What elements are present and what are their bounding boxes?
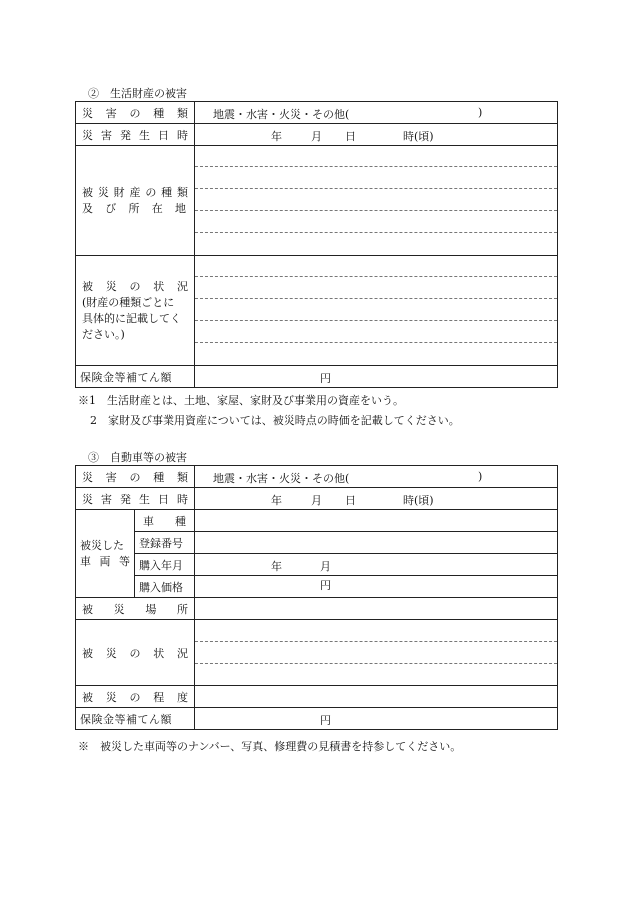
s3-date-field[interactable] bbox=[195, 488, 558, 510]
s3-date-label-char: 時 bbox=[177, 492, 188, 506]
s2-disaster-type-value: 地震・水害・火災・その他( bbox=[213, 108, 350, 121]
s3-vehicle-type-label-char: 車 bbox=[143, 514, 154, 528]
s3-disaster-type-label bbox=[76, 466, 195, 488]
s3-purchase-date-label: 購入年月 bbox=[135, 554, 195, 576]
s3-disaster-type-label-char: 害 bbox=[105, 470, 117, 484]
s3-status-label-char: 況 bbox=[177, 646, 188, 660]
s2-status-line1-char: 災 bbox=[105, 279, 117, 293]
s2-disaster-type-label-char: の bbox=[129, 106, 141, 120]
s3-vehicle-group-line2-char: 車 bbox=[80, 554, 91, 568]
s2-date-time: 時(頃) bbox=[403, 130, 434, 143]
s2-status-line1-char: 況 bbox=[177, 279, 188, 293]
s3-location-label-char: 被 bbox=[82, 602, 93, 616]
s3-degree-label-char: の bbox=[129, 690, 141, 704]
s2-insurance-label: 保険金等補てん額 bbox=[76, 366, 195, 388]
s3-vehicle-group-line2-char: 両 bbox=[99, 554, 111, 568]
s3-degree-label-char: 程 bbox=[153, 690, 165, 704]
s2-disaster-type-label-char: 種 bbox=[153, 106, 165, 120]
s3-purchase-price-field[interactable] bbox=[195, 576, 558, 598]
s3-purchase-year: 年 bbox=[271, 560, 282, 573]
s2-date-label-char: 発 bbox=[120, 128, 131, 142]
s2-status-line2: (財産の種類ごとに bbox=[82, 295, 175, 309]
s3-status-label-char: 災 bbox=[105, 646, 117, 660]
s2-disaster-type-label-char: 害 bbox=[105, 106, 117, 120]
s3-vehicle-type-label-char: 種 bbox=[175, 514, 186, 528]
s2-disaster-type-label bbox=[76, 102, 195, 124]
s3-vehicle-group-line2-char: 等 bbox=[119, 554, 130, 568]
s3-date-time: 時(頃) bbox=[403, 494, 434, 507]
s2-note-1: ※1 生活財産とは、土地、家屋、家財及び事業用の資産をいう。 bbox=[78, 394, 404, 407]
s2-property-line1-char: 産 bbox=[129, 185, 141, 199]
s2-date-year: 年 bbox=[271, 130, 282, 143]
s2-disaster-type-close: ) bbox=[478, 106, 483, 119]
s3-status-field[interactable] bbox=[195, 620, 558, 686]
s3-date-month: 月 bbox=[311, 494, 322, 507]
s3-disaster-type-close: ) bbox=[478, 470, 483, 483]
s3-location-label-char: 所 bbox=[176, 602, 188, 616]
s2-property-line2-char: 在 bbox=[151, 201, 163, 215]
s3-location-label bbox=[76, 598, 195, 620]
s2-date-label-char: 害 bbox=[101, 128, 112, 142]
s3-location-label-char: 災 bbox=[113, 602, 125, 616]
s3-status-label bbox=[76, 620, 195, 686]
s2-status-line1-char: 状 bbox=[153, 279, 165, 293]
s2-disaster-type-label-char: 災 bbox=[82, 106, 93, 120]
s3-disaster-type-field[interactable] bbox=[195, 466, 558, 488]
s2-property-label bbox=[76, 146, 195, 256]
s2-disaster-type-field[interactable] bbox=[195, 102, 558, 124]
s2-property-line1-char: の bbox=[145, 185, 157, 199]
s3-purchase-month: 月 bbox=[320, 560, 331, 573]
s2-status-line4: ださい。) bbox=[82, 327, 125, 341]
s3-date-label-char: 害 bbox=[101, 492, 112, 506]
s2-date-label-char: 時 bbox=[177, 128, 188, 142]
s3-vehicle-group-line1: 被災した bbox=[80, 538, 124, 552]
s3-registration-field[interactable] bbox=[195, 532, 558, 554]
s3-degree-label-char: 度 bbox=[177, 690, 188, 704]
s2-insurance-field[interactable] bbox=[195, 366, 558, 388]
s2-date-label-char: 日 bbox=[158, 128, 169, 142]
s3-disaster-type-label-char: 災 bbox=[82, 470, 93, 484]
s3-purchase-date-field[interactable] bbox=[195, 554, 558, 576]
s2-date-month: 月 bbox=[311, 130, 322, 143]
s2-status-line1-char: の bbox=[129, 279, 141, 293]
s2-property-line2-char: 地 bbox=[175, 201, 186, 215]
s2-date-field[interactable] bbox=[195, 124, 558, 146]
s3-disaster-type-label-char: 種 bbox=[153, 470, 165, 484]
s3-date-label bbox=[76, 488, 195, 510]
s3-note: ※ 被災した車両等のナンバー、写真、修理費の見積書を持参してください。 bbox=[78, 740, 462, 753]
s3-purchase-price-label: 購入価格 bbox=[135, 576, 195, 598]
s2-status-line1-char: 被 bbox=[82, 279, 93, 293]
s2-date-label-char: 災 bbox=[82, 128, 93, 142]
s2-status-label bbox=[76, 256, 195, 366]
s3-insurance-field[interactable] bbox=[195, 708, 558, 730]
s3-degree-label bbox=[76, 686, 195, 708]
s2-property-line2-char: 及 bbox=[82, 201, 93, 215]
section3-table bbox=[75, 465, 558, 730]
s3-date-year: 年 bbox=[271, 494, 282, 507]
s3-insurance-label: 保険金等補てん額 bbox=[76, 708, 195, 730]
s2-disaster-type-label-char: 類 bbox=[177, 106, 188, 120]
section3-title: ③ 自動車等の被害 bbox=[88, 451, 187, 464]
s3-status-label-char: 被 bbox=[82, 646, 93, 660]
s2-property-line2-char: 所 bbox=[128, 201, 140, 215]
s2-property-line1-char: 財 bbox=[113, 185, 125, 199]
s3-vehicle-type-field[interactable] bbox=[195, 510, 558, 532]
s2-status-field[interactable] bbox=[195, 256, 558, 366]
s2-note-2: 2 家財及び事業用資産については、被災時点の時価を記載してください。 bbox=[90, 414, 460, 427]
s2-property-line1-char: 種 bbox=[161, 185, 173, 199]
s2-date-label bbox=[76, 124, 195, 146]
s3-degree-field[interactable] bbox=[195, 686, 558, 708]
s2-property-line2-char: び bbox=[105, 201, 117, 215]
s3-location-field[interactable] bbox=[195, 598, 558, 620]
s3-vehicle-group-label bbox=[76, 510, 135, 598]
section2-title: ② 生活財産の被害 bbox=[88, 87, 187, 100]
s3-date-label-char: 発 bbox=[120, 492, 131, 506]
s3-vehicle-type-label bbox=[135, 510, 195, 532]
s3-date-day: 日 bbox=[345, 494, 356, 507]
s3-date-label-char: 日 bbox=[158, 492, 169, 506]
s3-disaster-type-label-char: の bbox=[129, 470, 141, 484]
s3-date-label-char: 災 bbox=[82, 492, 93, 506]
s3-degree-label-char: 被 bbox=[82, 690, 93, 704]
s2-property-line1-char: 被 bbox=[82, 185, 93, 199]
s2-status-line3: 具体的に記載してく bbox=[82, 311, 181, 325]
s3-disaster-type-label-char: 類 bbox=[177, 470, 188, 484]
s3-status-label-char: の bbox=[129, 646, 141, 660]
s2-property-line1-char: 類 bbox=[176, 185, 188, 199]
section2-table bbox=[75, 101, 558, 388]
s3-registration-label: 登録番号 bbox=[135, 532, 195, 554]
s2-insurance-unit: 円 bbox=[320, 372, 331, 385]
s3-purchase-price-unit: 円 bbox=[320, 579, 331, 592]
s3-location-label-char: 場 bbox=[145, 602, 157, 616]
s2-date-label-char: 生 bbox=[139, 128, 150, 142]
s3-degree-label-char: 災 bbox=[105, 690, 117, 704]
s3-insurance-unit: 円 bbox=[320, 714, 331, 727]
s2-property-field[interactable] bbox=[195, 146, 558, 256]
s3-disaster-type-value: 地震・水害・火災・その他( bbox=[213, 472, 350, 485]
s3-status-label-char: 状 bbox=[153, 646, 165, 660]
s3-date-label-char: 生 bbox=[139, 492, 150, 506]
s2-property-line1-char: 災 bbox=[97, 185, 109, 199]
s2-date-day: 日 bbox=[345, 130, 356, 143]
